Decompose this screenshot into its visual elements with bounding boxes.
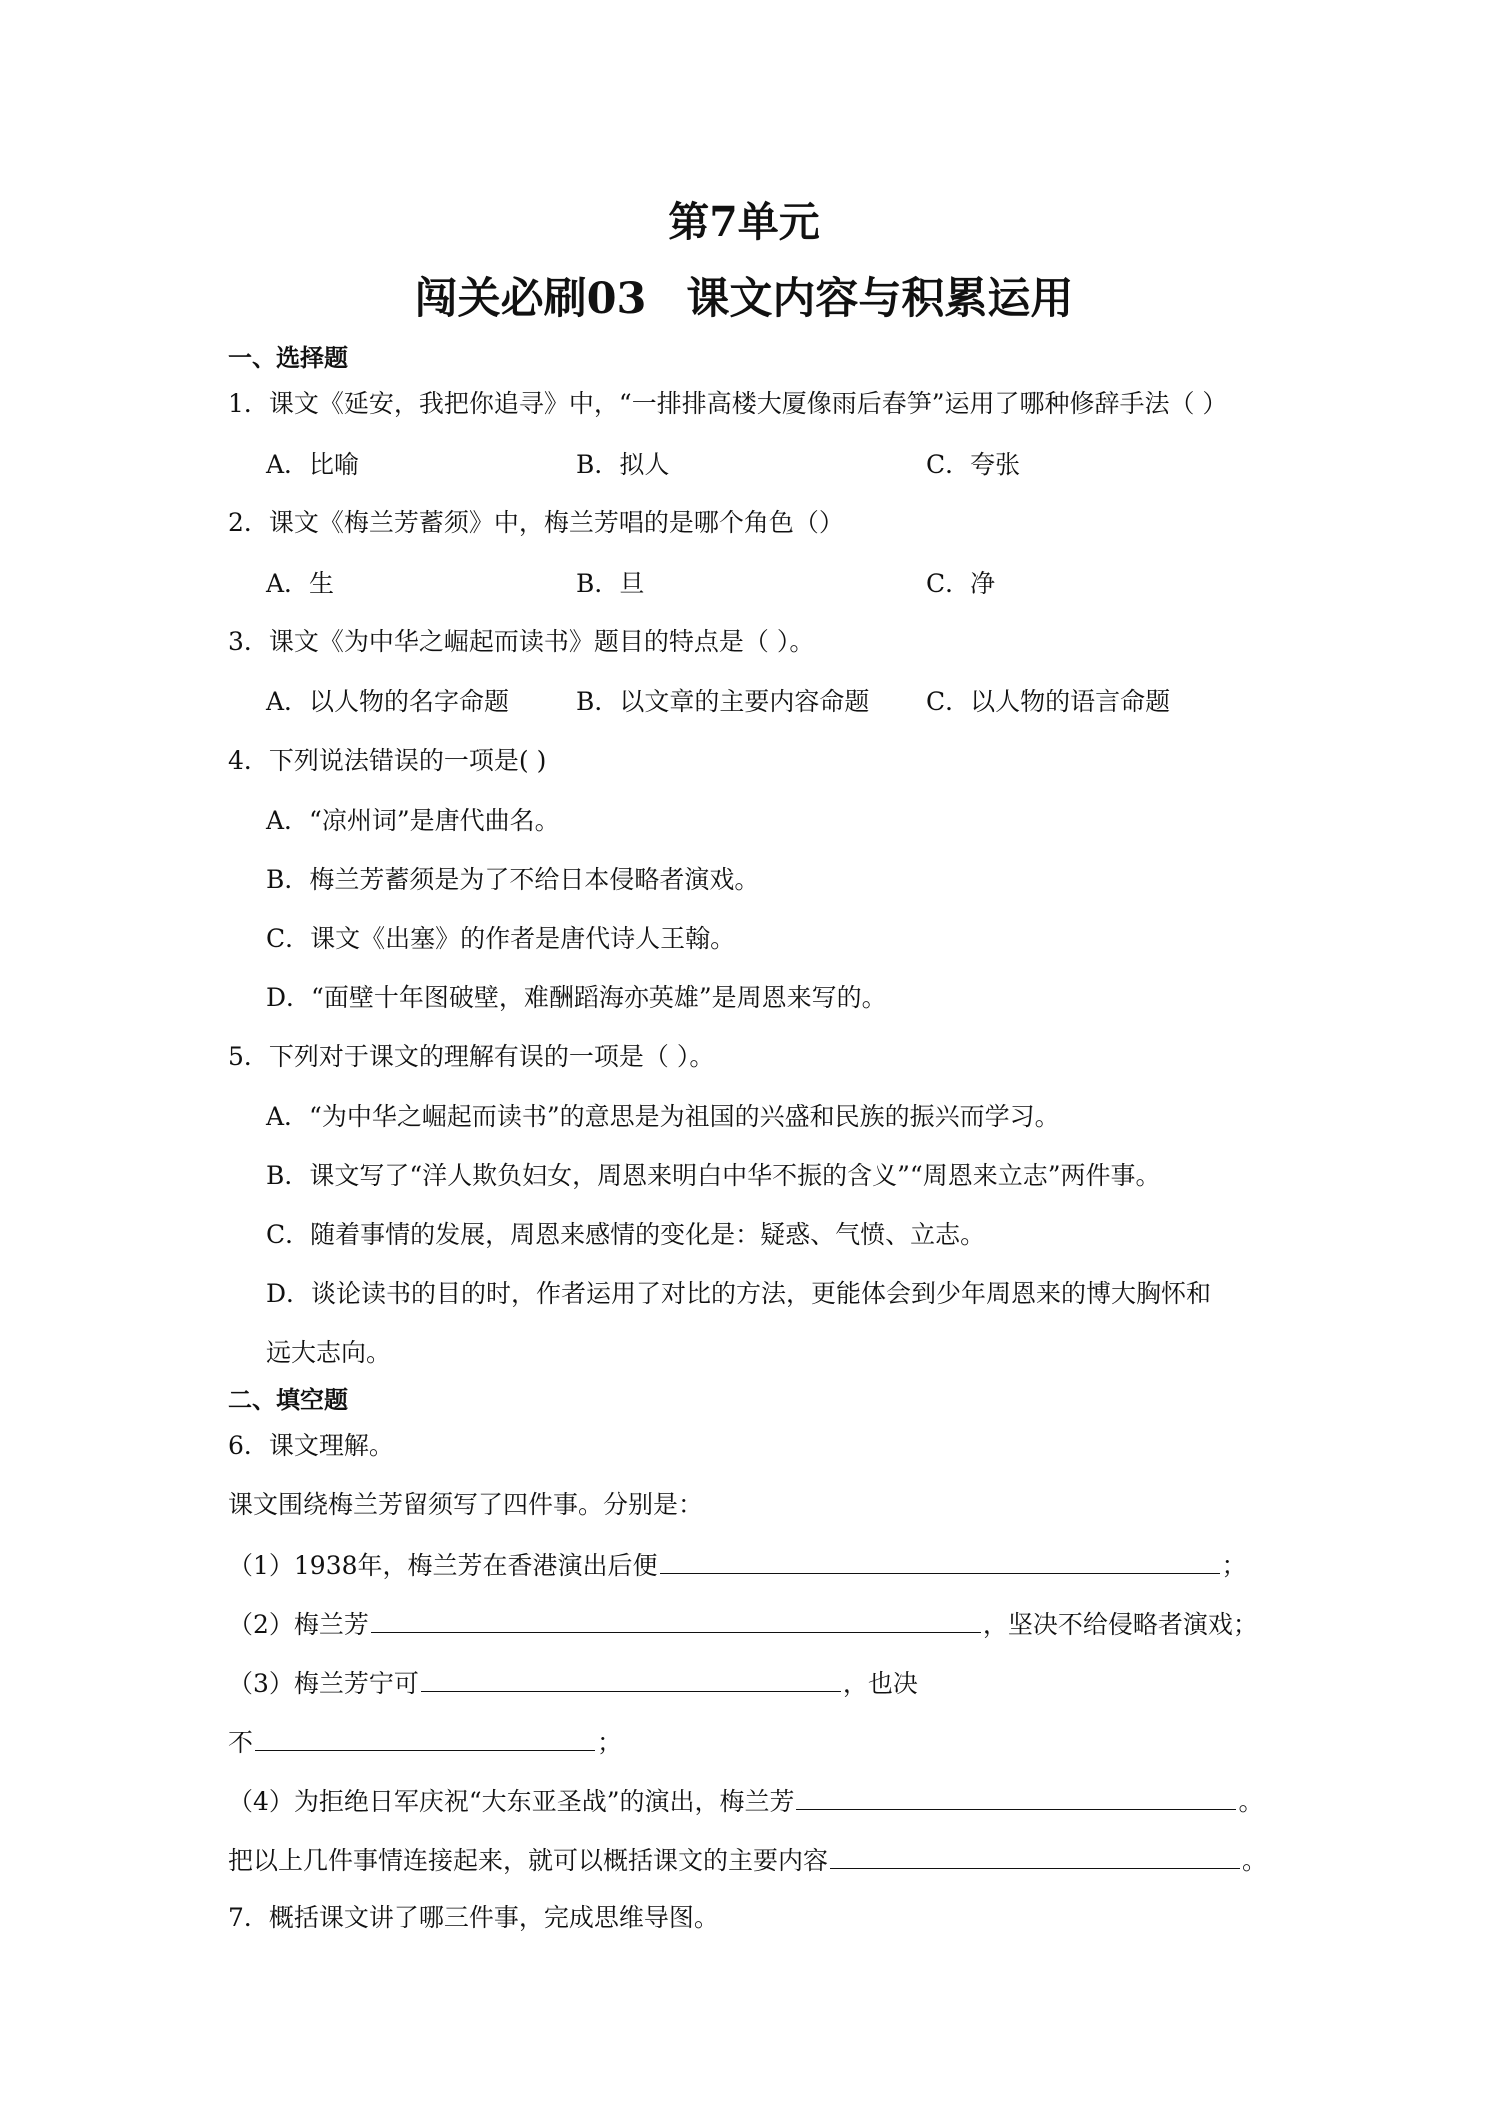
option-a: A．生 xyxy=(266,569,335,598)
question-6-item-4 xyxy=(228,1783,1264,1819)
answer-blank-3b[interactable] xyxy=(255,1724,595,1751)
lesson-title-right: 课文内容与积累运用 xyxy=(686,274,1074,324)
summary-end: 。 xyxy=(1242,1846,1268,1875)
answer-blank-summary[interactable] xyxy=(830,1842,1240,1869)
item-4-text: （4）为拒绝日军庆祝“大东亚圣战”的演出，梅兰芳 xyxy=(228,1787,795,1816)
question-6-summary xyxy=(228,1842,1267,1878)
question-6-intro: 课文围绕梅兰芳留须写了四件事。分别是： xyxy=(228,1490,704,1519)
option-c: C．净 xyxy=(926,569,996,598)
item-3-end: ； xyxy=(597,1728,623,1757)
answer-blank-2[interactable] xyxy=(371,1606,981,1633)
option-b: B．课文写了“洋人欺负妇女，周恩来明白中华不振的含义”“周恩来立志”两件事。 xyxy=(266,1161,1161,1190)
item-3-text: （3）梅兰芳宁可 xyxy=(228,1669,419,1698)
option-a: A．“为中华之崛起而读书”的意思是为祖国的兴盛和民族的振兴而学习。 xyxy=(266,1102,1060,1131)
item-2-text: （2）梅兰芳 xyxy=(228,1610,369,1639)
section-heading-choice: 一、选择题 xyxy=(228,343,348,372)
option-d: D．谈论读书的目的时，作者运用了对比的方法，更能体会到少年周恩来的博大胸怀和 xyxy=(266,1279,1212,1308)
question-2-stem: 2．课文《梅兰芳蓄须》中，梅兰芳唱的是哪个角色（） xyxy=(228,508,844,537)
option-d-continued: 远大志向。 xyxy=(266,1338,392,1367)
item-4-end: 。 xyxy=(1238,1787,1264,1816)
item-3-mid: ，也决 xyxy=(842,1669,918,1698)
question-6-item-2 xyxy=(228,1606,1258,1642)
option-b: B．旦 xyxy=(576,569,645,598)
question-6-stem: 6．课文理解。 xyxy=(228,1431,394,1460)
option-c: C．随着事情的发展，周恩来感情的变化是：疑惑、气愤、立志。 xyxy=(266,1220,986,1249)
question-3-stem: 3．课文《为中华之崛起而读书》题目的特点是（ ）。 xyxy=(228,627,815,656)
question-6-item-3 xyxy=(228,1665,918,1701)
question-7-stem: 7．概括课文讲了哪三件事，完成思维导图。 xyxy=(228,1903,719,1932)
option-a: A．以人物的名字命题 xyxy=(266,687,510,716)
question-6-item-1 xyxy=(228,1547,1247,1583)
option-c: C．课文《出塞》的作者是唐代诗人王翰。 xyxy=(266,924,736,953)
item-1-text: （1）1938年，梅兰芳在香港演出后便 xyxy=(228,1551,658,1580)
lesson-title-left: 闯关必刷03 xyxy=(414,274,647,324)
option-a: A．“凉州词”是唐代曲名。 xyxy=(266,806,560,835)
question-6-item-3-continued xyxy=(228,1724,622,1760)
option-b: B．拟人 xyxy=(576,450,670,479)
option-c: C．以人物的语言命题 xyxy=(926,687,1171,716)
answer-blank-3a[interactable] xyxy=(421,1665,841,1692)
unit-title: 第7单元 xyxy=(668,198,820,246)
question-5-stem: 5．下列对于课文的理解有误的一项是（ ）。 xyxy=(228,1042,715,1071)
item-1-end: ； xyxy=(1221,1551,1247,1580)
option-c: C．夸张 xyxy=(926,450,1021,479)
answer-blank-1[interactable] xyxy=(660,1547,1220,1574)
question-4-stem: 4．下列说法错误的一项是( ) xyxy=(228,746,547,775)
item-2-end: ，坚决不给侵略者演戏； xyxy=(982,1610,1258,1639)
section-heading-fill: 二、填空题 xyxy=(228,1385,348,1414)
option-b: B．梅兰芳蓄须是为了不给日本侵略者演戏。 xyxy=(266,865,760,894)
question-1-stem: 1．课文《延安，我把你追寻》中，“一排排高楼大厦像雨后春笋”运用了哪种修辞手法（ ） xyxy=(228,389,1228,418)
summary-text: 把以上几件事情连接起来，就可以概括课文的主要内容 xyxy=(228,1846,829,1875)
option-b: B．以文章的主要内容命题 xyxy=(576,687,870,716)
lesson-title xyxy=(0,270,1488,328)
option-a: A．比喻 xyxy=(266,450,360,479)
option-d: D．“面壁十年图破壁，难酬蹈海亦英雄”是周恩来写的。 xyxy=(266,983,887,1012)
answer-blank-4[interactable] xyxy=(796,1783,1236,1810)
item-3-cont-text: 不 xyxy=(228,1728,254,1757)
